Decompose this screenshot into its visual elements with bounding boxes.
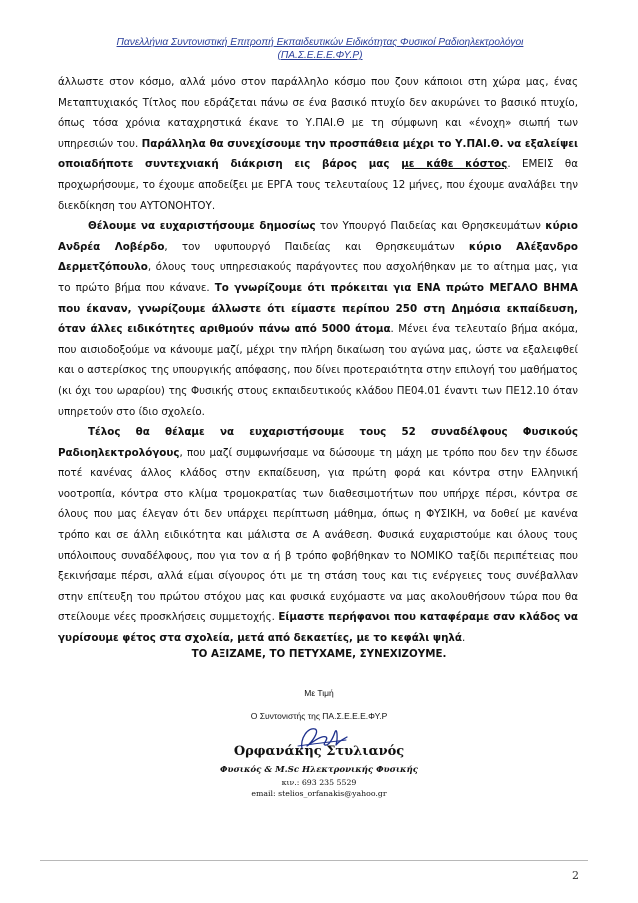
signatory-title: Φυσικός & M.Sc Ηλεκτρονικής Φυσικής [220, 765, 418, 775]
p1-underlined-emphasis: με κάθε κόστος [401, 158, 508, 171]
p2-text-b: τον Υπουργό Παιδείας και Θρησκευμάτων [315, 220, 546, 233]
closing-slogan: ΤΟ ΑΞΙΖΑΜΕ, ΤΟ ΠΕΤΥΧΑΜΕ, ΣΥΝΕΧΙΖΟΥΜΕ. [191, 648, 447, 660]
paragraph-3 [58, 422, 578, 649]
p2-bold-thanks: Θέλουμε να ευχαριστήσουμε δημοσίως [88, 220, 316, 233]
p1-text-d: . ΕΜΕΙΣ θα προχωρήσουμε, το έχουμε αποδείξει με ΕΡΓΑ τους τελευταίους 12 μήνες, που έχουμε αναλάβει την διεκδίκηση του ΑΥΤΟΝΟΗΤΟΥ. [58, 158, 578, 212]
p2-text-d: , τον υφυπουργό Παιδείας και Θρησκευμάτων [164, 240, 469, 253]
p1-text-a: άλλωστε στον κόσμο, αλλά μόνο στον παράλληλο κόσμο που ζουν κάποιοι στη χώρα μας, ένας Μεταπτυχιακός Τίτλος που εδράζεται πάνω σε ένα βασικό πτυχίο δεν ακυρώνει το βασικό πτυχίο, όπως τόσα χρόνια καταχρηστικά έκανε το Υ.ΠΑΙ.Θ με τη σύμφωνη και «ένοχη» σιωπή των υπηρεσιών του. [58, 76, 578, 150]
signature-greeting: Με Τιμή [304, 688, 334, 698]
p3-bold-pride: Είμαστε περήφανοι που καταφέραμε σαν κλάδος να γυρίσουμε φέτος στα σχολεία, μετά από δεκαετίες, με το κεφάλι ψηλά [58, 611, 578, 645]
document-header [40, 36, 600, 62]
letter-body [58, 72, 578, 649]
p1-bold-demand: Παράλληλα θα συνεχίσουμε την προσπάθεια μέχρι το Υ.ΠΑΙ.Θ. να εξαλείψει οποιαδήποτε συντεχνιακή διάκριση εις βάρος μας [58, 137, 578, 171]
page-number: 2 [572, 869, 579, 882]
p3-text-d: . [462, 632, 466, 645]
p2-text-h: . Μένει ένα τελευταίο βήμα ακόμα, που αισιοδοξούμε να κάνουμε μαζί, μέχρι την πλήρη δικαίωση του αγώνα μας, ώστε να εξαλειφθεί και ο αστερίσκος της υπουργικής απόφασης, που δίνει προτεραιότητα στην επιλογή του μαθήματος (κι όχι του ωραρίου) της Φυσικής στους εκπαιδευτικούς κλάδου ΠΕ04.01 έναντι των ΠΕ12.10 όταν υπηρετούν στο ίδιο σχολείο. [58, 323, 579, 418]
p2-deputy-minister-name: κύριο Αλέξανδρο Δερμετζόπουλο [58, 240, 579, 274]
signatory-phone: κιν.: 693 235 5529 [281, 778, 357, 787]
p2-text-f: , όλους τους υπηρεσιακούς παράγοντες που ασχολήθηκαν με το αίτημα μας, για το πρώτο βήμα που κάνανε. [58, 261, 578, 294]
signature-role: Ο Συντονιστής της ΠΑ.Σ.Ε.Ε.Ε.ΦΥ.Ρ [250, 711, 388, 721]
p2-bold-first-step: Το γνωρίζουμε ότι πρόκειται για ΕΝΑ πρώτο ΜΕΓΑΛΟ ΒΗΜΑ που έκαναν, γνωρίζουμε άλλωστε ότι είμαστε περίπου 250 στη Δημόσια εκπαίδευση, όταν άλλες ειδικότητες αριθμούν πάνω από 5000 άτομα [58, 281, 578, 336]
p2-minister-name: κύριο Ανδρέα Λοβέρδο [58, 220, 578, 253]
header-org-acronym: (ΠΑ.Σ.Ε.Ε.Ε.ΦΥ.Ρ) [277, 50, 363, 61]
signatory-name: Ορφανάκης Στυλιανός [233, 744, 405, 759]
footer-divider [40, 860, 588, 861]
signatory-email: email: stelios_orfanakis@yahoo.gr [251, 789, 387, 798]
paragraph-1 [58, 72, 578, 216]
p3-bold-thanks-colleagues: Τέλος θα θέλαμε να ευχαριστήσουμε τους 52 συναδέλφους Φυσικούς Ραδιοηλεκτρολόγους [58, 426, 578, 459]
header-org-name: Πανελλήνια Συντονιστική Επιτροπή Εκπαιδευτικών Ειδικότητας Φυσικοί Ραδιοηλεκτρολόγοι [116, 37, 524, 48]
paragraph-2 [58, 216, 578, 422]
p3-text-b: , που μαζί συμφωνήσαμε να δώσουμε τη μάχη με τρόπο που δεν την έδωσε ποτέ κανένας άλλος κλάδος στην εκπαίδευση, για πρώτη φορά και κόντρα στην Ελληνική νοοτροπία, κόντρα στο κλίμα τρομοκρατίας των διαθεσιμοτήτων που υπήρχε πέρσι, κόντρα σε όλους που μας έλεγαν ότι δεν υπάρχει περίπτωση μάθημα, όπως η ΦΥΣΙΚΗ, να δοθεί με κανένα τρόπο και σε άλλη ειδικότητα και μάλιστα σε Α ανάθεση. Φυσικά ευχαριστούμε και όλους τους υπόλοιπους συναδέλφους, που για τον α ή β τρόπο φοβήθηκαν το ΝΟΜΙΚΟ ταξίδι περιπέτειας που ξεκινήσαμε πέρσι, αλλά είμαι σίγουρος ότι με τη στάση τους και τις ενέργειες τους συνέβαλλαν στην επίτευξη του πρώτου στόχου μας και φυσικά ευχόμαστε να μας ακολουθήσουν τώρα που θα στείλουμε νέες προσκλήσεις συμμετοχής. [58, 446, 578, 624]
